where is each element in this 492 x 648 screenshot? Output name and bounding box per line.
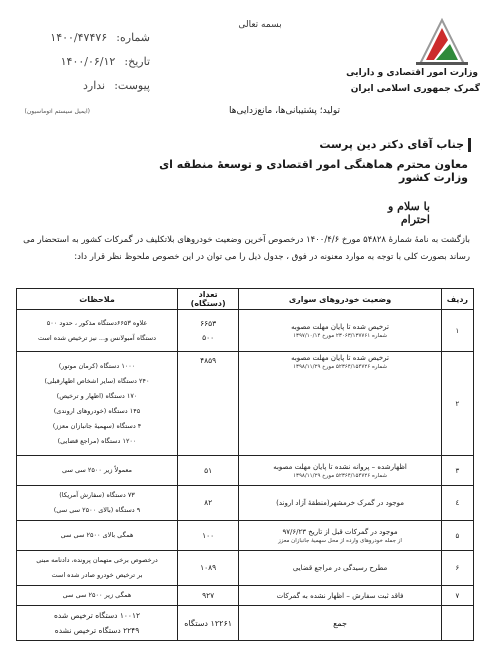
status-sub: شماره ۵۲۳۶۴/۱۵۴۷۲۶ مورخ ۱۳۹۸/۱۱/۲۹	[293, 364, 388, 370]
table-row	[17, 352, 474, 456]
row-count	[178, 310, 239, 352]
row-notes	[17, 310, 178, 352]
table-row	[17, 456, 474, 486]
vehicles-table	[16, 288, 474, 641]
row-status	[239, 352, 442, 456]
row-status	[239, 486, 442, 521]
header-count: تعداد (دستگاه)	[178, 289, 239, 310]
row-number: ۱	[441, 310, 473, 352]
letter-attachment	[30, 74, 150, 93]
status-sub: شماره ۵۲۳۶۴/۱۵۴۷۲۶ مورخ ۱۳۹۸/۱۱/۲۹	[293, 472, 388, 479]
status-main: موجود در گمرک خرمشهر(منطقهٔ آزاد اروند)	[276, 499, 404, 507]
total-notes	[17, 606, 178, 641]
note-line: ۱۰۰۰ دستگاه (کرمان موتور)	[58, 361, 136, 370]
number-value: ۱۴۰۰/۴۷۴۷۶	[50, 31, 108, 44]
row-count	[178, 486, 239, 521]
note-line: ۱۰۰۱۲ دستگاه ترخیص شده	[54, 611, 141, 620]
count-line: ۵۱	[204, 465, 213, 475]
status-main: اظهارشده – پروانه نشده تا پایان مهلت مصوبه	[273, 462, 407, 471]
note-line: ۱۴۵ دستگاه (خودروهای اروندی)	[53, 406, 141, 415]
table-row	[17, 521, 474, 551]
count-line: ۹۲۷	[202, 590, 215, 600]
count-line: ۱۰۰	[202, 530, 215, 540]
row-notes	[17, 521, 178, 551]
date-value: ۱۴۰۰/۰۶/۱۲	[60, 55, 116, 68]
addressee-title: معاون محترم هماهنگی امور اقتصادی و توسعهٔ منطقه ای وزارت کشور	[159, 158, 468, 184]
note-line: درخصوص برخی متهمان پرونده، دادنامه مبنی	[36, 556, 158, 564]
attachment-note: (ایمیل سیستم اتوماسیون)	[24, 108, 90, 115]
note-line: ۲۲۴۹ دستگاه ترخیص نشده	[54, 626, 140, 635]
row-notes	[17, 486, 178, 521]
row-notes	[17, 352, 178, 456]
row-notes	[17, 551, 178, 586]
number-label: شماره:	[116, 31, 150, 44]
status-sub: از جمله خودروهای وارده از محل سهمیهٔ جانبازان معزز	[278, 537, 402, 544]
table-header-row	[17, 289, 474, 310]
row-status	[239, 521, 442, 551]
letter-subject: تولید؛ پشتیبانی‌ها، مانع‌زدایی‌ها	[229, 106, 340, 116]
note-line: همگی زیر ۲۵۰۰ سی سی	[62, 591, 132, 599]
note-line: ۷۳ دستگاه (سفارش آمریکا)	[59, 491, 135, 499]
attachment-value: ندارد	[83, 79, 106, 92]
status-main: فاقد ثبت سفارش – اظهار نشده به گمرکات	[276, 591, 404, 600]
table-total-row	[17, 606, 474, 641]
header-notes: ملاحظات	[17, 289, 178, 310]
customs-logo-icon	[412, 16, 472, 66]
note-line: ۲۴۰ دستگاه (سایر اشخاص اظهارقبلی)	[44, 376, 150, 385]
table-row	[17, 486, 474, 521]
note-line: ۱۲۰۰ دستگاه (مراجع قضایی)	[57, 436, 137, 445]
note-line: بر ترخیص خودرو صادر شده است	[51, 571, 143, 579]
status-main: ترخیص شده تا پایان مهلت مصوبه	[291, 322, 389, 331]
count-line: ۵۰۰	[202, 332, 215, 342]
status-main: ترخیص شده تا پایان مهلت مصوبه	[291, 354, 389, 362]
note-line: علاوه ۶۶۵۳دستگاه مذکور ، حدود ۵۰۰	[46, 318, 148, 327]
total-row-number-cell	[441, 606, 473, 641]
row-notes	[17, 456, 178, 486]
row-status	[239, 310, 442, 352]
row-number: ۲	[441, 352, 473, 456]
count-line: ۴۸۵۹	[200, 356, 217, 365]
row-notes	[17, 586, 178, 606]
bismillah-heading: بسمه تعالی	[238, 20, 282, 30]
status-main: مطرح رسیدگی در مراجع قضایی	[292, 564, 388, 572]
total-count: ۱۲۲۶۱ دستگاه	[178, 606, 239, 641]
row-number: ٤	[441, 486, 473, 521]
count-line: ۶۶۵۳	[200, 318, 217, 328]
note-line: دستگاه آمبولانس و... نیز ترخیص شده است	[38, 333, 157, 342]
date-label: تاریخ:	[124, 55, 150, 68]
table-row	[17, 551, 474, 586]
table-row	[17, 310, 474, 352]
total-label: جمع	[239, 606, 442, 641]
header-row-number: ردیف	[441, 289, 473, 310]
attachment-label: پیوست:	[114, 79, 150, 92]
row-count	[178, 456, 239, 486]
row-number: ۶	[441, 551, 473, 586]
row-status	[239, 551, 442, 586]
header-status: وضعیت خودروهای سواری	[239, 289, 442, 310]
status-sub: شماره ۲۳۰۶۳/۱۳۷۷۶۱ مورخ ۱۳۹۷/۱۰/۱۴	[293, 332, 388, 339]
row-status	[239, 456, 442, 486]
org-line-customs: گمرک جمهوری اسلامی ایران	[350, 84, 480, 94]
note-line: ۴ دستگاه (سهمیهٔ جانبازان معزز)	[52, 421, 142, 430]
row-number: ۷	[441, 586, 473, 606]
addressee-name: جناب آقای دکتر دین پرست	[268, 138, 471, 152]
table-body	[17, 310, 474, 641]
status-main: موجود در گمرکات قبل از تاریخ ۹۷/۶/۲۳	[282, 527, 398, 536]
greeting: با سلام و احترام	[388, 200, 430, 226]
org-line-ministry: وزارت امور اقتصادی و دارایی	[346, 68, 478, 78]
row-number: ۵	[441, 521, 473, 551]
row-number: ۳	[441, 456, 473, 486]
row-count	[178, 521, 239, 551]
count-line: ۱۰۸۹	[200, 563, 217, 572]
note-line: ۹ دستگاه (بالای ۲۵۰۰ سی سی)	[53, 506, 141, 514]
letter-body: بازگشت به نامهٔ شمارهٔ ۵۴۸۲۸ مورخ ۱۴۰۰/۴/۶ درخصوص آخرین وضعیت خودروهای بلاتکلیف در گمرکات کشور به استحضار می رساند بصورت کلی با توجه به موارد معنونه در فوق ، جدول ذیل را می توان در این خصوص ملحوظ نظر قرار داد:	[23, 235, 470, 262]
row-count	[178, 551, 239, 586]
note-line: ۱۷۰ دستگاه (اظهار و ترخیص)	[56, 391, 138, 400]
letter-number	[30, 26, 150, 45]
table-row	[17, 586, 474, 606]
row-status	[239, 586, 442, 606]
count-line: ۸۲	[204, 498, 213, 507]
note-line: همگی بالای ۲۵۰۰ سی سی	[60, 531, 134, 539]
letter-date	[30, 50, 150, 69]
row-count	[178, 352, 239, 456]
row-count	[178, 586, 239, 606]
note-line: معمولاً زیر ۲۵۰۰ سی سی	[62, 466, 132, 474]
